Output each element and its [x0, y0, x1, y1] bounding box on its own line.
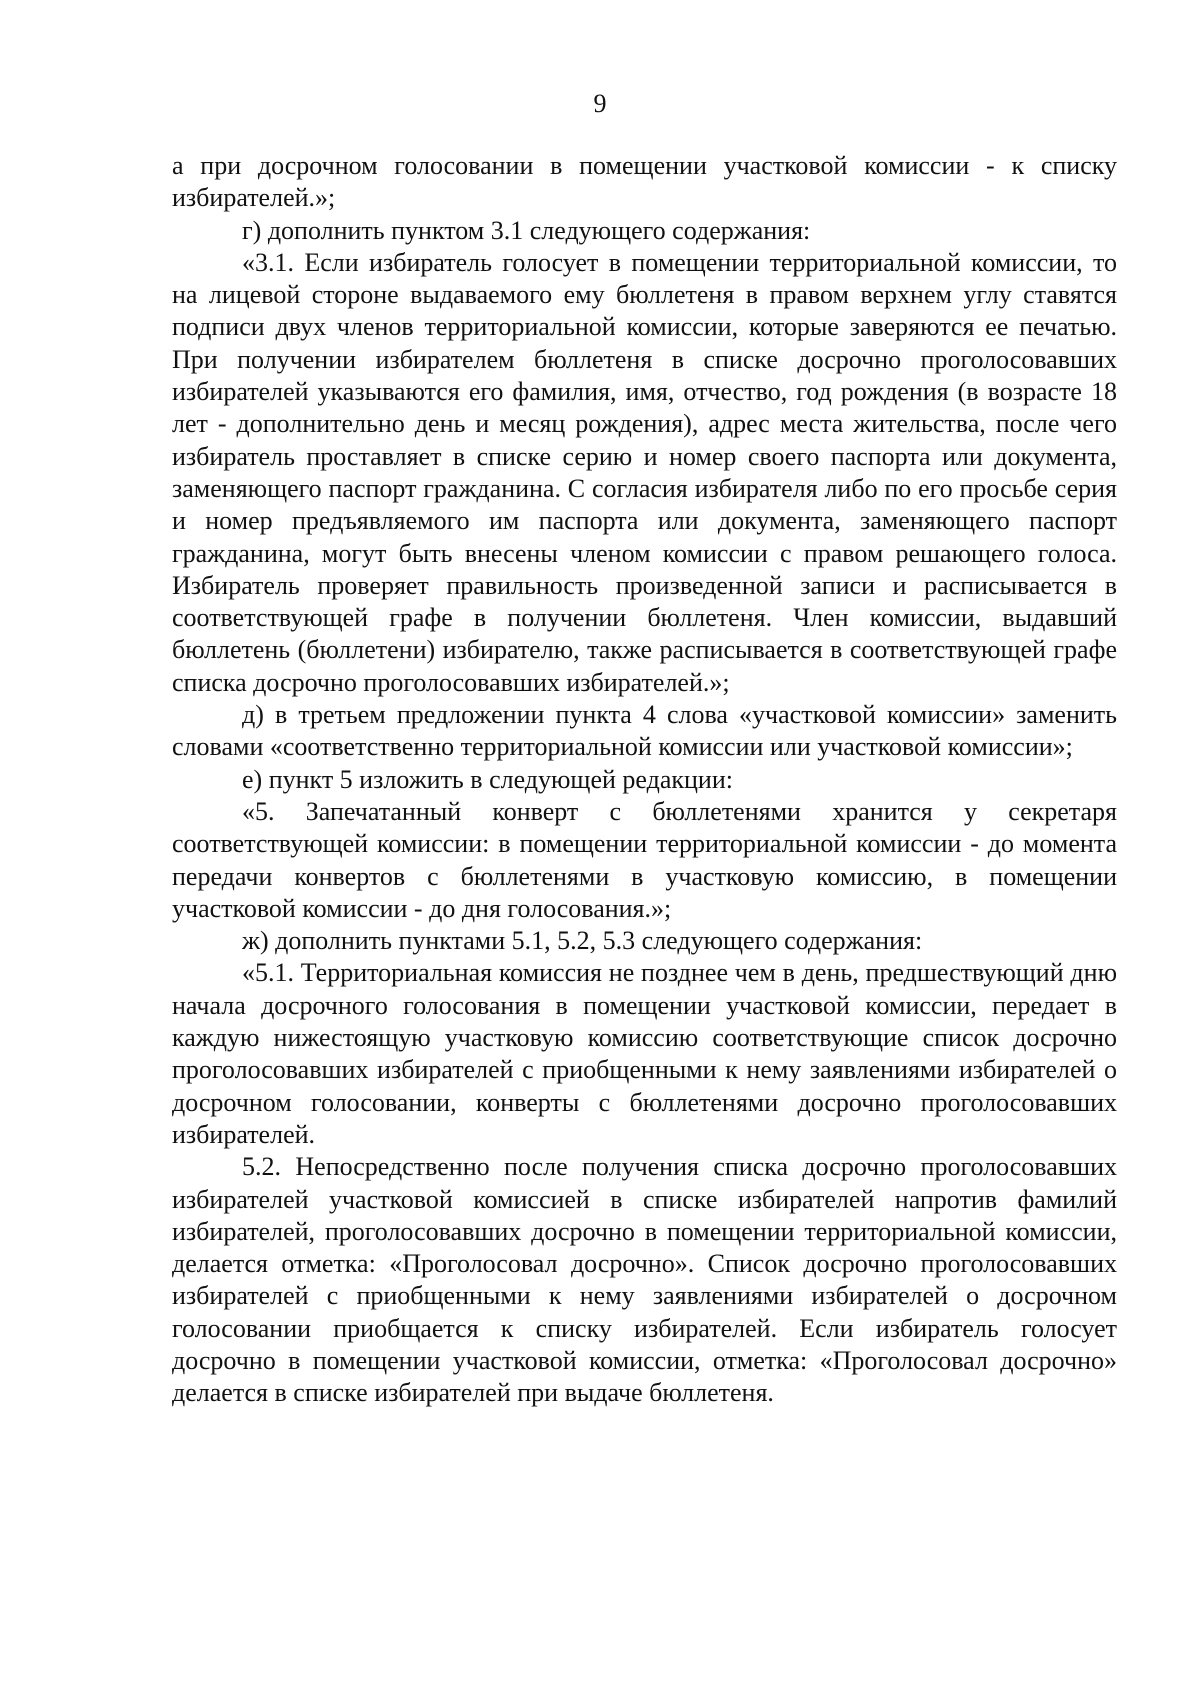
- page-number: 9: [593, 89, 607, 118]
- paragraph: а при досрочном голосовании в помещении участковой комиссии - к списку избирателей.»;: [172, 151, 1117, 213]
- paragraph: «3.1. Если избиратель голосует в помещении территориальной комиссии, то на лицевой стороне выдаваемого ему бюллетеня в правом верхнем углу ставятся подписи двух членов территориальной комиссии, которые заверяются ее печатью. При получении избирателем бюллетеня в списке досрочно проголосовавших избирателей указываются его фамилия, имя, отчество, год рождения (в возрасте 18 лет - дополнительно день и месяц рождения), адрес места жительства, после чего избиратель проставляет в списке серию и номер своего паспорта или документа, заменяющего паспорт гражданина. С согласия избирателя либо по его просьбе серия и номер предъявляемого им паспорта или документа, заменяющего паспорт гражданина, могут быть внесены членом комиссии с правом решающего голоса. Избиратель проверяет правильность произведенной записи и расписывается в соответствующей графе в получении бюллетеня. Член комиссии, выдавший бюллетень (бюллетени) избирателю, также расписывается в соответствующей графе списка досрочно проголосовавших избирателей.»;: [172, 247, 1117, 697]
- paragraph: е) пункт 5 изложить в следующей редакции:: [242, 764, 733, 794]
- paragraph: д) в третьем предложении пункта 4 слова «участковой комиссии» заменить словами «соответственно территориальной комиссии или участковой комиссии»;: [172, 700, 1117, 762]
- paragraph: г) дополнить пунктом 3.1 следующего содержания:: [242, 215, 811, 245]
- paragraph: 5.2. Непосредственно после получения списка досрочно проголосовавших избирателей участковой комиссией в списке избирателей напротив фамилий избирателей, проголосовавших досрочно в помещении территориальной комиссии, делается отметка: «Проголосовал досрочно». Список досрочно проголосовавших избирателей с приобщенными к нему заявлениями избирателей о досрочном голосовании приобщается к списку избирателей. Если избиратель голосует досрочно в помещении участковой комиссии, отметка: «Проголосовал досрочно» делается в списке избирателей при выдаче бюллетеня.: [172, 1152, 1117, 1408]
- document-body: [172, 150, 1117, 1410]
- paragraph: «5. Запечатанный конверт с бюллетенями хранится у секретаря соответствующей комиссии: в помещении территориальной комиссии - до момента передачи конвертов с бюллетенями в участковую комиссию, в помещении участковой комиссии - до дня голосования.»;: [172, 796, 1117, 923]
- paragraph: «5.1. Территориальная комиссия не позднее чем в день, предшествующий дню начала досрочного голосования в помещении участковой комиссии, передает в каждую нижестоящую участковую комиссию соответствующие список досрочно проголосовавших избирателей с приобщенными к нему заявлениями избирателей о досрочном голосовании, конверты с бюллетенями досрочно проголосовавших избирателей.: [172, 958, 1117, 1149]
- paragraph: ж) дополнить пунктами 5.1, 5.2, 5.3 следующего содержания:: [242, 926, 923, 956]
